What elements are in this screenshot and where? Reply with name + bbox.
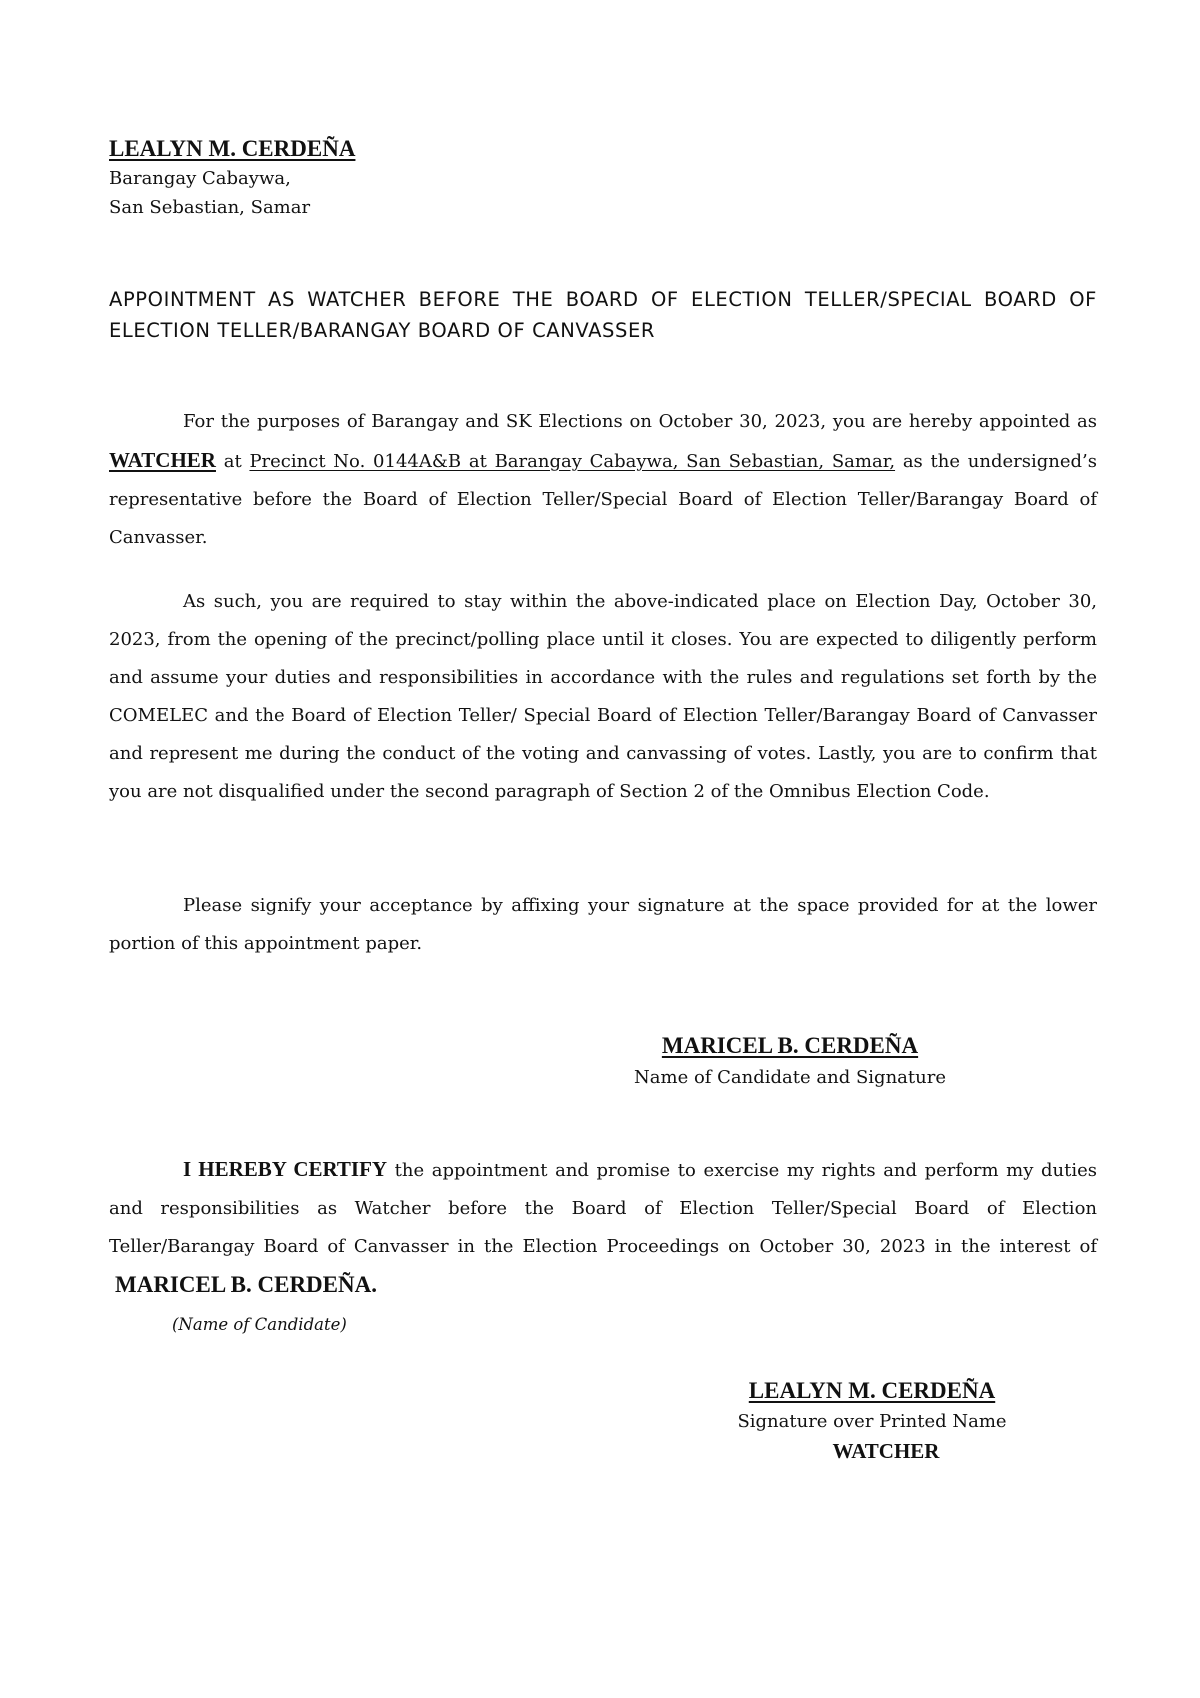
certification-end: . (371, 1272, 377, 1297)
watcher-signature-name: LEALYN M. CERDEÑA (748, 1378, 996, 1403)
appointment-place: Precinct No. 0144A&B at Barangay Cabaywa, San Sebastian, Samar, (249, 451, 896, 472)
watcher-signature-caption: Signature over Printed Name (737, 1411, 1007, 1432)
candidate-signature-name: MARICEL B. CERDEÑA (661, 1033, 919, 1058)
acceptance-paragraph (109, 887, 1097, 963)
addressee-address-line1: Barangay Cabaywa, (109, 168, 291, 189)
watcher-role-label: WATCHER (832, 1439, 940, 1463)
appointment-text-b: at (215, 451, 250, 472)
certification-candidate-name: MARICEL B. CERDEÑA (115, 1272, 372, 1297)
document-subject: APPOINTMENT AS WATCHER BEFORE THE BOARD OF ELECTION TELLER/SPECIAL BOARD OF ELECTION TELLER/BARANGAY BOARD OF CANVASSER (109, 288, 1097, 342)
appointment-text-a: For the purposes of Barangay and SK Elections on October 30, 2023, you are hereby appointed as (183, 411, 1097, 432)
duties-paragraph (109, 583, 1097, 811)
addressee-name: LEALYN M. CERDEÑA (109, 136, 356, 161)
appointment-text-c: as the undersigned’s representative before the Board of Election Teller/Special Board of Election Teller/Barangay Board of Canvasser. (109, 451, 1097, 548)
acceptance-text: Please signify your acceptance by affixing your signature at the space provided for at the lower portion of this appointment paper. (109, 895, 1097, 954)
appointment-role: WATCHER (109, 448, 216, 472)
addressee-address-line2: San Sebastian, Samar (109, 197, 311, 218)
certification-paragraph (109, 1150, 1097, 1306)
duties-text: As such, you are required to stay within the above-indicated place on Election Day, October 30, 2023, from the opening of the precinct/polling place until it closes. You are expected to diligently perform and assume your duties and responsibilities in accordance with the rules and regulations set forth by the COMELEC and the Board of Election Teller/ Special Board of Election Teller/Barangay Board of Canvasser and represent me during the conduct of the voting and canvassing of votes. Lastly, you are to confirm that you are not disqualified under the second paragraph of Section 2 of the Omnibus Election Code. (109, 591, 1097, 802)
certification-lead: I HEREBY CERTIFY (183, 1157, 388, 1181)
appointment-paragraph (109, 403, 1097, 557)
candidate-signature-caption: Name of Candidate and Signature (634, 1067, 946, 1088)
candidate-name-caption: (Name of Candidate) (172, 1315, 347, 1334)
certification-text: the appointment and promise to exercise my rights and perform my duties and responsibilities as Watcher before the Board of Election Teller/Special Board of Election Teller/Barangay Board of Canvasser in the Election Proceedings on October 30, 2023 in the interest of (109, 1160, 1097, 1257)
